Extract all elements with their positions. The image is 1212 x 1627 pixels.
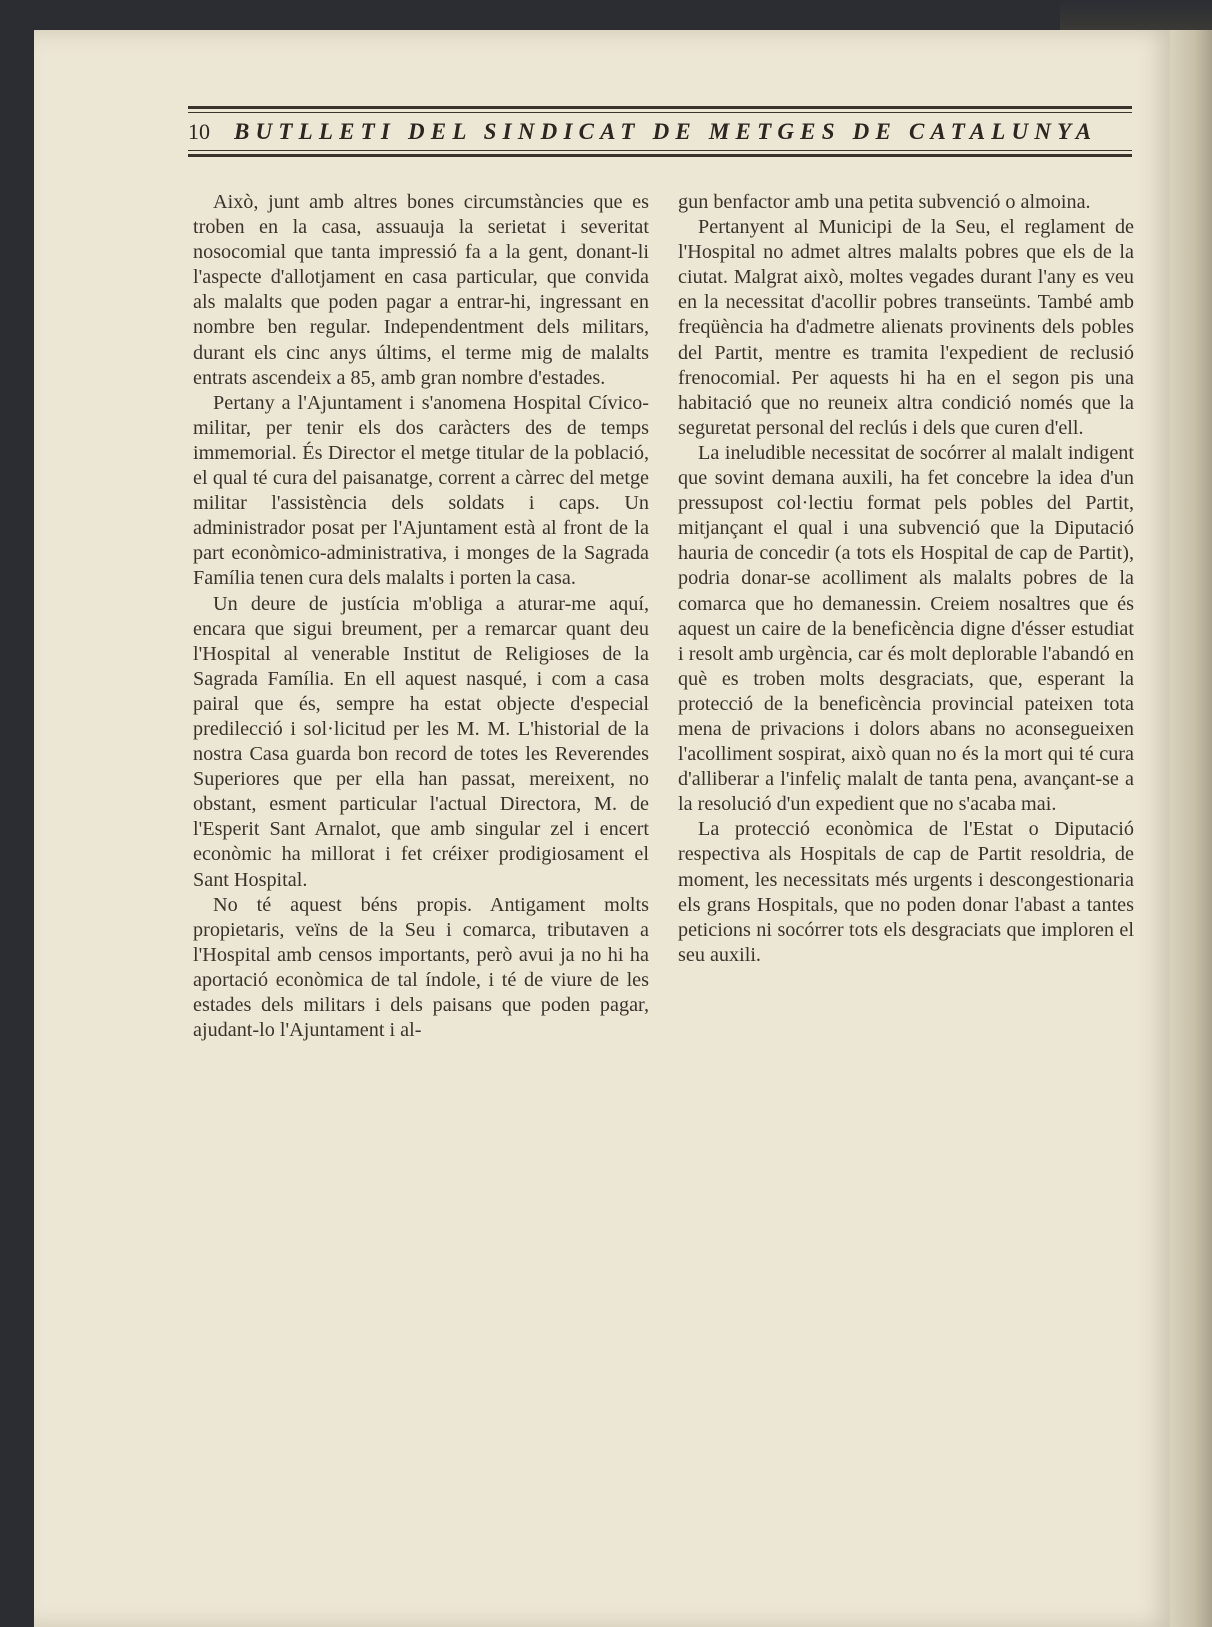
header-rule-top-thick — [188, 106, 1132, 109]
left-column — [193, 190, 649, 1043]
paragraph: Pertanyent al Municipi de la Seu, el reglament de l'Hospital no admet altres malalts pobres que els de la ciutat. Malgrat això, moltes vegades durant l'any es veu en la necessitat d'acollir pobres transeünts. També amb freqüència ha d'admetre alienats provinents dels pobles del Partit, mentre es tramita l'expedient de reclusió frenocomial. Per aquests hi ha en el segon pis una habitació que no reuneix altra condició només que la seguretat personal del reclús i dels que curen d'ell. — [678, 216, 1134, 439]
paragraph: Un deure de justícia m'obliga a aturar-me aquí, encara que sigui breument, per a remarcar quant deu l'Hospital al venerable Institut de Religioses de la Sagrada Família. En ell aquest nasqué, i com a casa pairal que és, sempre ha estat objecte d'especial predilecció i sol·licitud per les M. M. L'historial de la nostra Casa guarda bon record de totes les Reverendes Superiores que per ella han passat, mereixent, no obstant, esment particular l'actual Directora, M. de l'Esperit Sant Arnalot, que amb singular zel i encert econòmic ha millorat i fet créixer prodigiosament el Sant Hospital. — [193, 592, 649, 891]
page-header — [188, 104, 1132, 158]
header-row — [188, 116, 1132, 148]
header-rule-top-thin — [188, 112, 1132, 113]
paragraph: Això, junt amb altres bones circumstàncies que es troben en la casa, assuauja la serietat i severitat nosocomial que tanta impressió fa a la gent, donant-li l'aspecte d'allotjament en casa particular, que convida als malalts que poden pagar a entrar-hi, ingressant en nombre ben regular. Independentment dels militars, durant els cinc anys últims, el terme mig de malalts entrats ascendeix a 85, amb gran nombre d'estades. — [193, 191, 649, 389]
page-fore-edge — [1170, 30, 1212, 1627]
paragraph: La protecció econòmica de l'Estat o Diputació respectiva als Hospitals de cap de Partit resoldria, de moment, les necessitats més urgents i descongestionaria els grans Hospitals, que no poden donar l'abast a tantes peticions ni socórrer tots els desgraciats que imploren el seu auxili. — [678, 818, 1134, 966]
paragraph: No té aquest béns propis. Antigament molts propietaris, veïns de la Seu i comarca, tributaven a l'Hospital amb censos importants, però avui ja no hi ha aportació econòmica de tal índole, i té de viure de les estades dels militars i dels paisans que poden pagar, ajudant-lo l'Ajuntament i al- — [193, 893, 649, 1042]
right-column — [678, 190, 1134, 968]
paragraph: Pertany a l'Ajuntament i s'anomena Hospital Cívico-militar, per tenir els dos caràcters des de temps immemorial. És Director el metge titular de la població, el qual té cura del paisanatge, corrent a càrrec del metge militar l'assistència dels soldats i caps. Un administrador posat per l'Ajuntament està al front de la part econòmico-administrativa, i monges de la Sagrada Família tenen cura dels malalts i porten la casa. — [193, 391, 649, 590]
scan-background-top — [1060, 0, 1212, 32]
running-title: BUTLLETI DEL SINDICAT DE METGES DE CATALUNYA — [234, 119, 1098, 144]
paragraph: La ineludible necessitat de socórrer al malalt indigent que sovint demana auxili, ha fet concebre la idea d'un pressupost col·lectiu format pels pobles del Partit, mitjançant el qual i una subvenció que la Diputació hauria de concedir (a tots els Hospital de cap de Partit), podria donar-se acolliment als malalts pobres de la comarca que ho demanessin. Creiem nosaltres que és aquest un caire de la beneficència digne d'ésser estudiat i resolt amb urgència, car és molt deplorable l'abandó en què es troben molts desgraciats, que, esperant la protecció de la beneficència provincial pateixen tota mena de privacions i dolors abans no aconsegueixen l'acolliment sospirat, això quan no és la mort qui té cura d'alliberar a l'infeliç malalt de tanta pena, avançant-se a la resolució d'un expedient que no s'acaba mai. — [678, 441, 1134, 816]
header-rule-bottom-thick — [188, 154, 1132, 157]
header-rule-bottom-thin — [188, 150, 1132, 151]
page-number: 10 — [188, 119, 210, 144]
paragraph: gun benfactor amb una petita subvenció o almoina. — [678, 191, 1091, 213]
